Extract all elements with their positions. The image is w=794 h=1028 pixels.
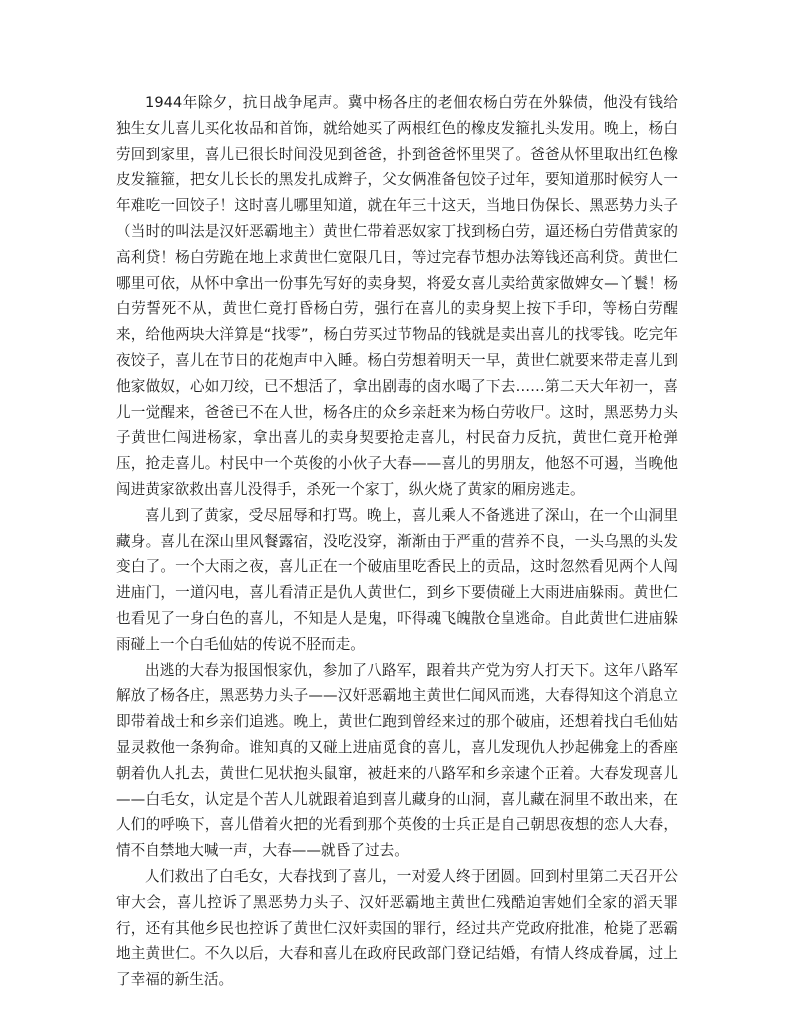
story-paragraph-4: 人们救出了白毛女，大春找到了喜儿，一对爱人终于团圆。回到村里第二天召开公审大会，喜儿控诉了黑恶势力头子、汉奸恶霸地主黄世仁残酷迫害她们全家的滔天罪行，还有其他乡民也控诉了黄世仁汉奸卖国的罪行，经过共产党政府批准，枪毙了恶霸地主黄世仁。不久以后，大春和喜儿在政府民政部门登记结婚，有情人终成眷属，过上了幸福的新生活。: [116, 867, 678, 989]
story-paragraph-2: 喜儿到了黄家，受尽屈辱和打骂。晚上，喜儿乘人不备逃进了深山，在一个山洞里藏身。喜儿在深山里风餐露宿，没吃没穿，渐渐由于严重的营养不良，一头乌黑的头发变白了。一个大雨之夜，喜儿正在一个破庙里吃香民上的贡品，这时忽然看见两个人闯进庙门，一道闪电，喜儿看清正是仇人黄世仁，到乡下要债碰上大雨进庙躲雨。黄世仁也看见了一身白色的喜儿，不知是人是鬼，吓得魂飞魄散仓皇逃命。自此黄世仁进庙躲雨碰上一个白毛仙姑的传说不胫而走。: [116, 506, 678, 653]
document-page: [116, 90, 678, 993]
story-paragraph-3: 出逃的大春为报国恨家仇，参加了八路军，跟着共产党为穷人打天下。这年八路军解放了杨各庄，黑恶势力头子——汉奸恶霸地主黄世仁闻风而逃，大春得知这个消息立即带着战士和乡亲们追逃。晚上，黄世仁跑到曾经来过的那个破庙，还想着找白毛仙姑显灵救他一条狗命。谁知真的又碰上进庙觅食的喜儿，喜儿发现仇人抄起佛龛上的香座朝着仇人扎去，黄世仁见状抱头鼠窜，被赶来的八路军和乡亲逮个正着。大春发现喜儿——白毛女，认定是个苦人儿就跟着追到喜儿藏身的山洞，喜儿藏在洞里不敢出来，在人们的呼唤下，喜儿借着火把的光看到那个英俊的士兵正是自己朝思夜想的恋人大春，情不自禁地大喊一声，大春——就昏了过去。: [116, 661, 678, 860]
story-paragraph-1: 1944年除夕，抗日战争尾声。冀中杨各庄的老佃农杨白劳在外躲债，他没有钱给独生女儿喜儿买化妆品和首饰，就给她买了两根红色的橡皮发箍扎头发用。晚上，杨白劳回到家里，喜儿已很长时间没见到爸爸，扑到爸爸怀里哭了。爸爸从怀里取出红色橡皮发箍箍，把女儿长长的黑发扎成辫子，父女俩准备包饺子过年，要知道那时候穷人一年难吃一回饺子！这时喜儿哪里知道，就在年三十这天，当地日伪保长、黑恶势力头子（当时的叫法是汉奸恶霸地主）黄世仁带着恶奴家丁找到杨白劳，逼还杨白劳借黄家的高利贷！杨白劳跪在地上求黄世仁宽限几日，等过完春节想办法筹钱还高利贷。黄世仁哪里可依，从怀中拿出一份事先写好的卖身契，将爱女喜儿卖给黄家做婢女—丫鬟！杨白劳誓死不从，黄世仁竟打昏杨白劳，强行在喜儿的卖身契上按下手印，等杨白劳醒来，给他两块大洋算是“找零”，杨白劳买过节物品的钱就是卖出喜儿的找零钱。吃完年夜饺子，喜儿在节日的花炮声中入睡。杨白劳想着明天一早，黄世仁就要来带走喜儿到他家做奴，心如刀绞，已不想活了，拿出剧毒的卤水喝了下去……第二天大年初一，喜儿一觉醒来，爸爸已不在人世，杨各庄的众乡亲赶来为杨白劳收尸。这时，黑恶势力头子黄世仁闯进杨家，拿出喜儿的卖身契要抢走喜儿，村民奋力反抗，黄世仁竟开枪弹压，抢走喜儿。村民中一个英俊的小伙子大春——喜儿的男朋友，他怒不可遏，当晚他闯进黄家欲救出喜儿没得手，杀死一个家丁，纵火烧了黄家的厢房逃走。: [116, 94, 678, 498]
